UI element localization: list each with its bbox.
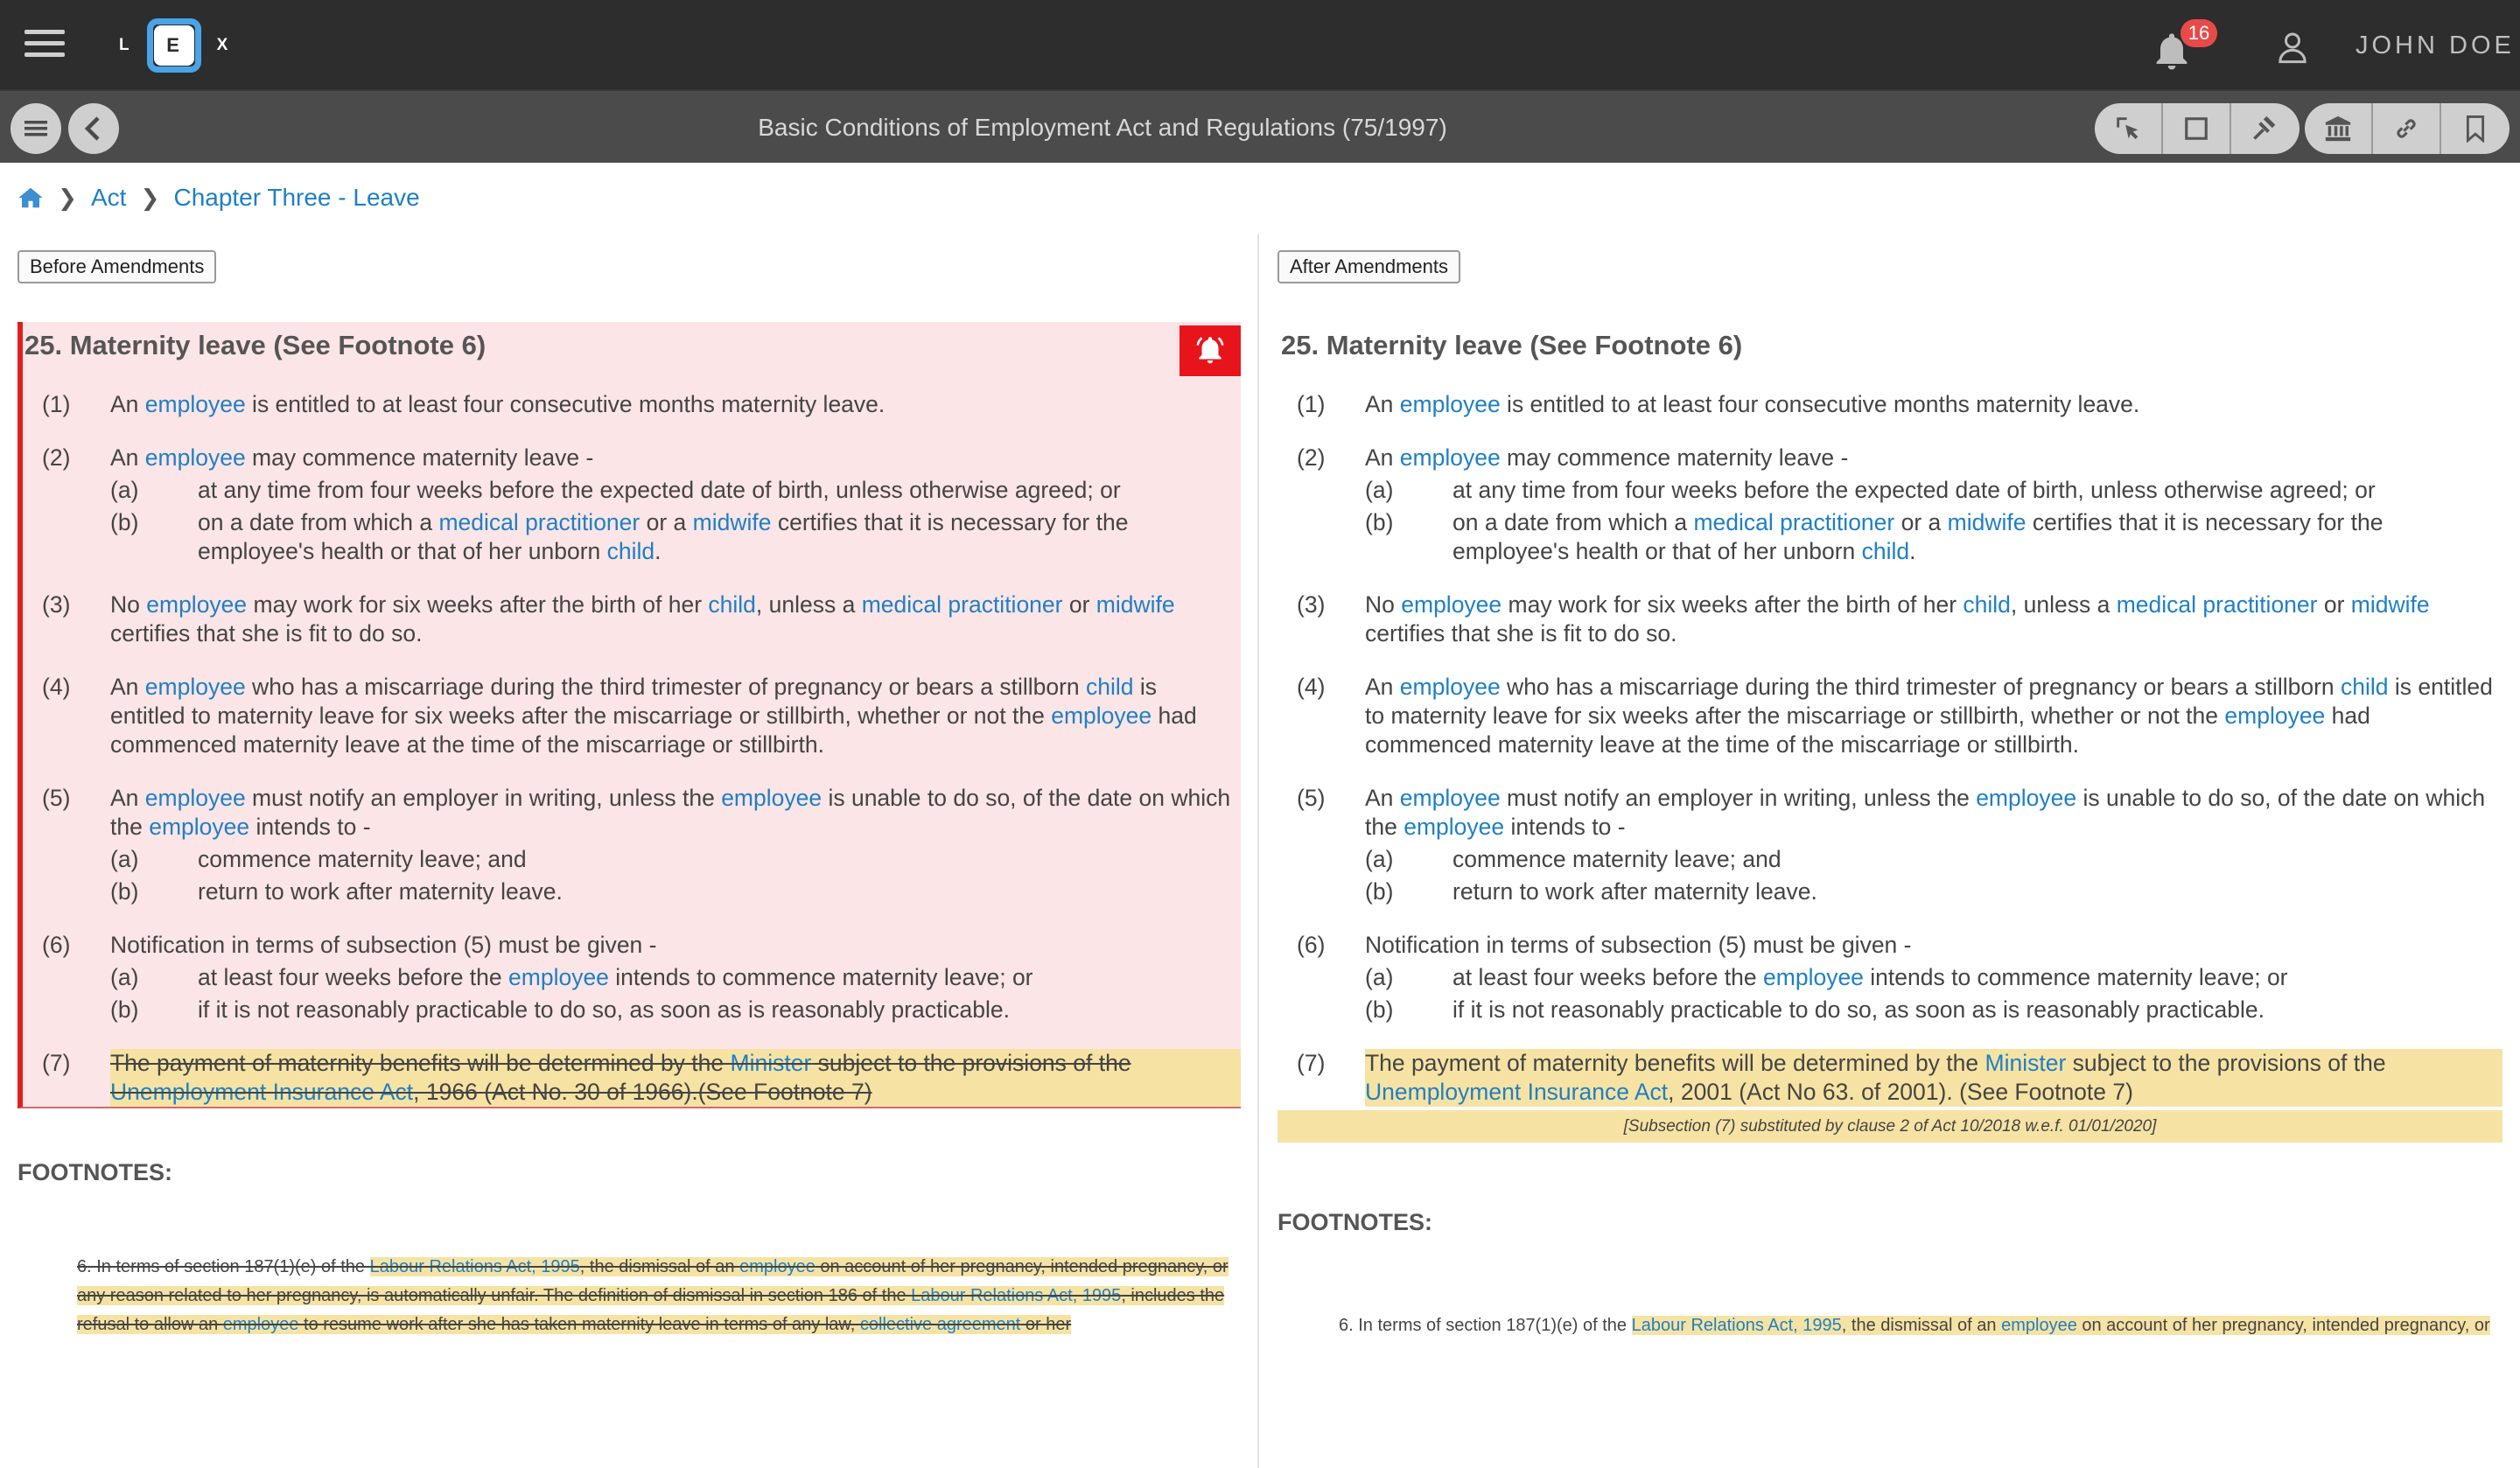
reference-tools-group xyxy=(2305,103,2510,154)
term-link[interactable]: child xyxy=(708,591,756,618)
user-icon[interactable] xyxy=(2275,30,2310,65)
bell-alert-icon xyxy=(1194,334,1227,367)
section-title: 25. Maternity leave (See Footnote 6) xyxy=(24,330,486,360)
subsection-1: (1) An employee is entitled to at least four consecutive months maternity leave. xyxy=(42,391,886,417)
term-link[interactable]: employee xyxy=(1404,814,1505,840)
subsection-2: (2) An employee may commence maternity leave - (a) at any time from four weeks before the expected date of birth, unless otherwise agreed; or (b) on a date from which a medical practitioner or a midwife certifies that it is necessary for the employee's health or that of her unborn child. xyxy=(1297,444,2384,564)
logo-letter-l: L xyxy=(119,36,131,54)
select-tool-button[interactable] xyxy=(2095,103,2163,154)
term-link[interactable]: employee xyxy=(146,591,248,618)
footnote-6-after: 6. In terms of section 187(1)(e) of the Labour Relations Act, 1995, the dismissal of an employee on account of her pregnancy, intended pregnancy, or xyxy=(1339,1316,2490,1335)
document-title: Basic Conditions of Employment Act and Regulations (75/1997) xyxy=(758,114,1447,141)
before-amendments-tag[interactable]: Before Amendments xyxy=(18,250,216,283)
section-25-before xyxy=(18,322,1241,1108)
institution-button[interactable] xyxy=(2305,103,2373,154)
term-link[interactable]: child xyxy=(2341,674,2389,700)
term-link[interactable]: Minister xyxy=(730,1050,812,1076)
breadcrumb-act[interactable]: Act xyxy=(91,184,127,211)
chevron-right-icon: ❯ xyxy=(58,184,77,211)
term-link[interactable]: midwife xyxy=(692,509,772,535)
breadcrumb xyxy=(18,182,420,213)
term-link[interactable]: medical practitioner xyxy=(861,591,1063,618)
term-link[interactable]: midwife xyxy=(1947,509,2026,535)
amendment-note: [Subsection (7) substituted by clause 2 of Act 10/2018 w.e.f. 01/01/2020] xyxy=(1278,1110,2502,1143)
term-link[interactable]: employee xyxy=(1976,785,2077,811)
subsection-5: (5) An employee must notify an employer in writing, unless the employee is unable to do so, of the date on which the employee intends to - (a) commence maternity leave; and (b) return to work after maternity leave. xyxy=(42,785,1231,905)
notifications-button[interactable] xyxy=(2149,19,2212,72)
logo-letter-x: X xyxy=(216,36,230,54)
term-link[interactable]: employee xyxy=(144,785,246,811)
term-link[interactable]: employee xyxy=(1401,591,1502,618)
term-link[interactable]: midwife xyxy=(1096,591,1175,618)
frame-tool-button[interactable] xyxy=(2163,103,2231,154)
term-link[interactable]: Minister xyxy=(1984,1050,2067,1076)
subsection-3: (3) No employee may work for six weeks after the birth of her child, unless a medical practitioner or midwife certifies that she is fit to do so. xyxy=(1297,591,2430,647)
square-icon xyxy=(2183,115,2209,142)
after-amendments-tag[interactable]: After Amendments xyxy=(1278,250,1460,283)
subsection-3: (3) No employee may work for six weeks after the birth of her child, unless a medical practitioner or midwife certifies that she is fit to do so. xyxy=(42,591,1175,647)
term-link[interactable]: employee xyxy=(1051,703,1152,729)
section-25-after xyxy=(1278,322,2502,1143)
term-link[interactable]: medical practitioner xyxy=(2116,591,2318,618)
term-link[interactable]: employee xyxy=(721,785,822,811)
lex-logo[interactable] xyxy=(119,12,229,79)
term-link[interactable]: child xyxy=(1861,538,1910,564)
term-link[interactable]: collective agreement xyxy=(859,1315,1021,1334)
term-link[interactable]: employee xyxy=(1763,964,1864,990)
amendment-alert-button[interactable] xyxy=(1180,325,1241,376)
term-link[interactable]: child xyxy=(1086,674,1134,700)
document-toolbar xyxy=(0,89,2520,163)
breadcrumb-chapter[interactable]: Chapter Three - Leave xyxy=(173,184,420,211)
term-link[interactable]: employee xyxy=(144,674,246,700)
term-link[interactable]: Unemployment Insurance Act xyxy=(110,1079,414,1105)
term-link[interactable]: Unemployment Insurance Act xyxy=(1365,1079,1669,1105)
term-link[interactable]: employee xyxy=(1399,391,1501,417)
term-link[interactable]: Labour Relations Act, 1995 xyxy=(369,1257,580,1276)
term-link[interactable]: employee xyxy=(144,444,246,471)
link-button[interactable] xyxy=(2373,103,2441,154)
subsection-6: (6) Notification in terms of subsection (5) must be given - (a) at least four weeks before the employee intends to commence maternity leave; or (b) if it is not reasonably practicable to do so, as soon as is reasonably practicable. xyxy=(1297,932,2288,1023)
term-link[interactable]: employee xyxy=(739,1257,816,1276)
subsection-7-deleted: (7) The payment of maternity benefits will be determined by the Minister subject to the provisions of the Unemployment Insurance Act, 1966 (Act No. 30 of 1966).(See Footnote 7) xyxy=(23,1049,1241,1107)
term-link[interactable]: employee xyxy=(1399,785,1501,811)
term-link[interactable]: medical practitioner xyxy=(438,509,640,535)
term-link[interactable]: medical practitioner xyxy=(1693,509,1895,535)
logo-letter-e: E xyxy=(154,25,194,66)
term-link[interactable]: employee xyxy=(149,814,250,840)
column-divider xyxy=(1257,234,1259,1468)
subsection-7-amended: (7) The payment of maternity benefits will be determined by the Minister subject to the provisions of the Unemployment Insurance Act, 2001 (Act No 63. of 2001). (See Footnote 7) xyxy=(1278,1049,2502,1107)
term-link[interactable]: child xyxy=(606,538,655,564)
term-link[interactable]: employee xyxy=(1399,674,1501,700)
judgement-tool-button[interactable] xyxy=(2231,103,2300,154)
cursor-select-icon xyxy=(2113,114,2143,143)
before-amendments-panel xyxy=(18,250,1241,1339)
username-label[interactable]: JOHN DOE xyxy=(2356,31,2515,59)
term-link[interactable]: employee xyxy=(144,391,246,417)
term-link[interactable]: midwife xyxy=(2350,591,2430,618)
term-link[interactable]: employee xyxy=(222,1315,299,1334)
footnotes-heading: FOOTNOTES: xyxy=(18,1159,172,1185)
section-title: 25. Maternity leave (See Footnote 6) xyxy=(1281,330,1743,360)
term-link[interactable]: employee xyxy=(2224,703,2326,729)
term-link[interactable]: child xyxy=(1963,591,2011,618)
bookmark-icon xyxy=(2464,115,2487,143)
after-amendments-panel xyxy=(1278,250,2502,1340)
top-bar xyxy=(0,0,2520,89)
subsection-6: (6) Notification in terms of subsection (5) must be given - (a) at least four weeks before the employee intends to commence maternity leave; or (b) if it is not reasonably practicable to do so, as soon as is reasonably practicable. xyxy=(42,932,1033,1023)
home-icon[interactable] xyxy=(18,185,44,210)
bank-icon xyxy=(2323,114,2353,143)
subsection-4: (4) An employee who has a miscarriage during the third trimester of pregnancy or bears a stillborn child is entitled to maternity leave for six weeks after the miscarriage or stillbirth, whether or not the employee had commenced maternity leave at the time of the miscarriage or stillbirth. xyxy=(1297,674,2493,758)
subsection-1: (1) An employee is entitled to at least four consecutive months maternity leave. xyxy=(1297,391,2140,417)
notification-count-badge: 16 xyxy=(2180,19,2217,47)
bookmark-button[interactable] xyxy=(2441,103,2510,154)
term-link[interactable]: Labour Relations Act, 1995 xyxy=(1631,1316,1842,1335)
footnotes-heading: FOOTNOTES: xyxy=(1278,1209,1432,1235)
term-link[interactable]: employee xyxy=(1399,444,1501,471)
main-menu-icon[interactable] xyxy=(24,30,65,61)
link-icon xyxy=(2392,115,2420,143)
term-link[interactable]: employee xyxy=(2001,1316,2077,1335)
footnote-6-before: 6. In terms of section 187(1)(e) of the Labour Relations Act, 1995, the dismissal of an employee on account of her pregnancy, intended pregnancy, or any reason related to her pregnancy, is automatically unfair. The definition of dismissal in section 186 of the Labour Relations Act, 1995, includes the refusal to allow an employee to resume work after she has taken maternity leave in terms of any law, collective agreement or her xyxy=(77,1257,1228,1334)
subsection-2: (2) An employee may commence maternity leave - (a) at any time from four weeks before the expected date of birth, unless otherwise agreed; or (b) on a date from which a medical practitioner or a midwife certifies that it is necessary for the employee's health or that of her unborn child. xyxy=(42,444,1129,564)
view-tools-group xyxy=(2095,103,2300,154)
term-link[interactable]: Labour Relations Act, 1995 xyxy=(911,1286,1122,1305)
chevron-right-icon: ❯ xyxy=(140,184,160,211)
subsection-5: (5) An employee must notify an employer in writing, unless the employee is unable to do so, of the date on which the employee intends to - (a) commence maternity leave; and (b) return to work after maternity leave. xyxy=(1297,785,2486,905)
subsection-4: (4) An employee who has a miscarriage during the third trimester of pregnancy or bears a stillborn child is entitled to maternity leave for six weeks after the miscarriage or stillbirth, whether or not the employee had commenced maternity leave at the time of the miscarriage or stillbirth. xyxy=(42,674,1197,758)
term-link[interactable]: employee xyxy=(508,964,609,990)
gavel-icon xyxy=(2250,114,2280,143)
